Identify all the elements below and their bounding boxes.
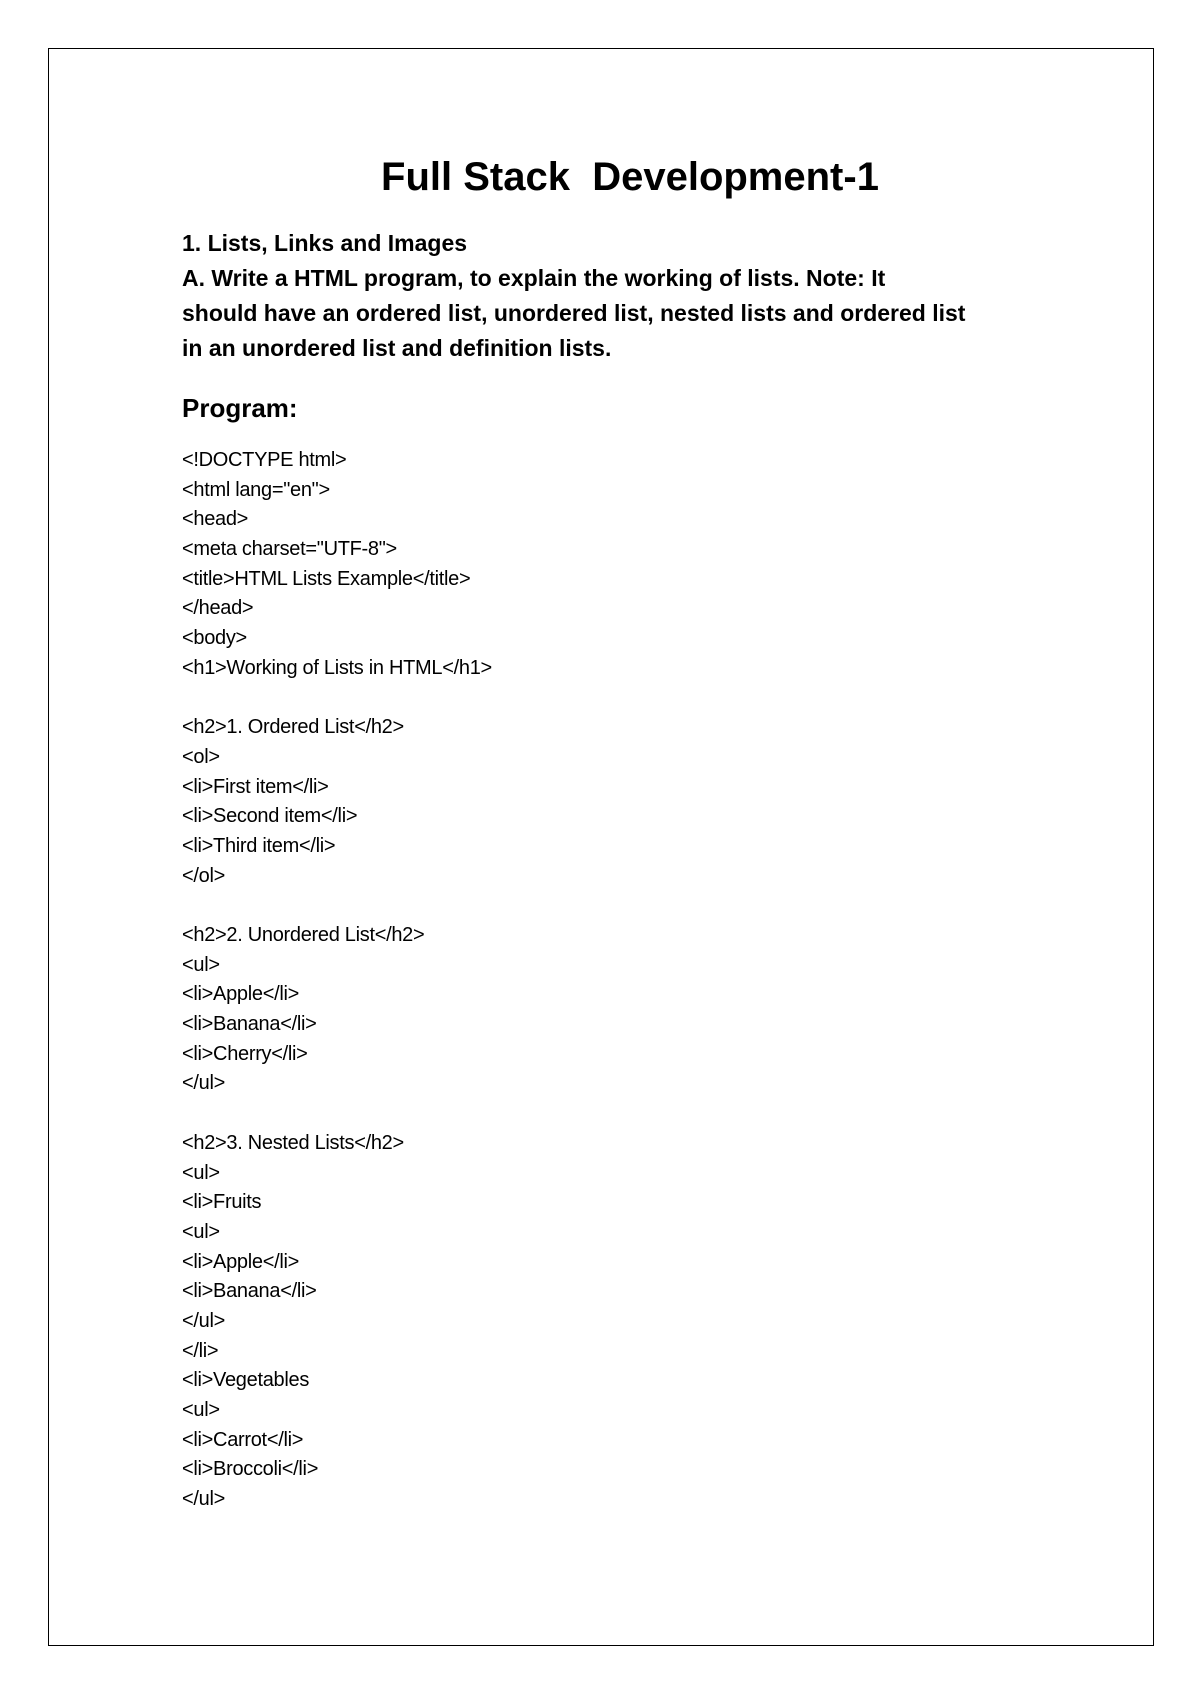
code-line: </head>	[182, 597, 254, 620]
code-line: <li>Vegetables	[182, 1369, 310, 1392]
code-line: <h1>Working of Lists in HTML</h1>	[182, 656, 492, 679]
code-line: <li>Banana</li>	[182, 1280, 317, 1303]
task-line: in an unordered list and definition lists.	[182, 335, 612, 361]
code-line: </ul>	[182, 1072, 225, 1095]
code-line: <li>Third item</li>	[182, 834, 336, 857]
code-line: </li>	[182, 1339, 219, 1362]
code-line: <ul>	[182, 1399, 220, 1421]
code-line	[182, 891, 1042, 921]
code-line: </ol>	[182, 864, 225, 887]
document-title: Full Stack Development-1	[381, 155, 879, 199]
code-line: <li>Apple</li>	[182, 983, 300, 1006]
code-line: <!DOCTYPE html>	[182, 449, 347, 471]
code-line: <li>Apple</li>	[182, 1250, 300, 1273]
code-line	[182, 1099, 1042, 1129]
section-heading: 1. Lists, Links and Images	[182, 230, 468, 256]
code-line: <li>Second item</li>	[182, 805, 358, 828]
code-line: <li>Banana</li>	[182, 1013, 317, 1036]
code-line: <li>Broccoli</li>	[182, 1458, 319, 1481]
code-line: </ul>	[182, 1309, 225, 1332]
code-line: <ul>	[182, 1161, 220, 1184]
code-listing	[182, 446, 1042, 1515]
code-line: <ul>	[182, 953, 220, 976]
code-line: <title>HTML Lists Example</title>	[182, 567, 471, 590]
code-line: <li>Cherry</li>	[182, 1042, 308, 1065]
code-line: <meta charset="UTF-8">	[182, 538, 397, 561]
code-line	[182, 684, 1042, 714]
code-line: </ul>	[182, 1488, 225, 1511]
code-line: <h2>2. Unordered List</h2>	[182, 924, 425, 946]
code-line: <head>	[182, 508, 249, 531]
code-line: <body>	[182, 627, 247, 650]
code-line: <html lang="en">	[182, 478, 330, 501]
document-body	[182, 150, 1042, 1515]
task-line: A. Write a HTML program, to explain the working of lists. Note: It	[182, 265, 886, 291]
code-line: <ol>	[182, 745, 220, 768]
code-line: <h2>3. Nested Lists</h2>	[182, 1131, 404, 1154]
program-label: Program:	[182, 393, 298, 423]
code-line: <li>Carrot</li>	[182, 1428, 304, 1451]
task-description	[182, 261, 1042, 366]
code-line: <li>Fruits	[182, 1191, 262, 1214]
code-line: <li>First item</li>	[182, 775, 329, 798]
code-line: <ul>	[182, 1220, 220, 1243]
task-line: should have an ordered list, unordered list, nested lists and ordered list	[182, 300, 966, 326]
code-line: <h2>1. Ordered List</h2>	[182, 716, 404, 739]
